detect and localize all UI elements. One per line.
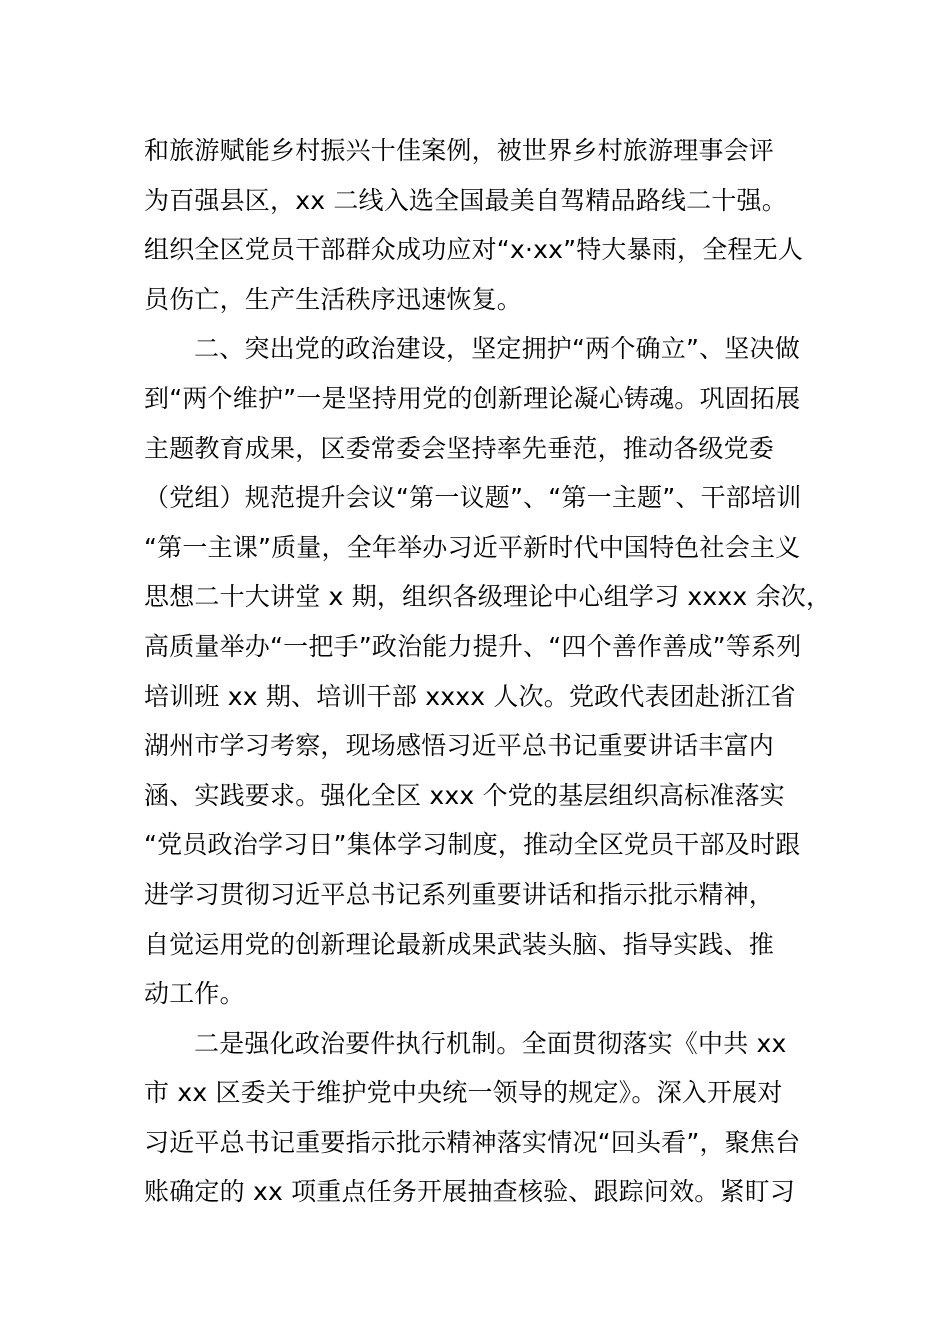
text-line: 市 xx 区委关于维护党中央统一领导的规定》。深入开展对 xyxy=(144,1078,783,1108)
text-line: 和旅游赋能乡村振兴十佳案例，被世界乡村旅游理事会评 xyxy=(144,136,775,165)
text-line: 自觉运用党的创新理论最新成果武装头脑、指导实践、推 xyxy=(144,929,775,959)
text-line: 思想二十大讲堂 x 期，组织各级理论中心组学习 xxxx 余次， xyxy=(144,582,832,612)
text-line: 组织全区党员干部群众成功应对“x·xx”特大暴雨，全程无人 xyxy=(144,235,804,265)
text-line: 主题教育成果，区委常委会坚持率先垂范，推动各级党委 xyxy=(144,433,775,463)
text-line: 为百强县区，xx 二线入选全国最美自驾精品路线二十强。 xyxy=(144,185,787,215)
text-line: 员伤亡，生产生活秩序迅速恢复。 xyxy=(144,284,523,314)
text-line: “第一主课”质量，全年举办习近平新时代中国特色社会主义 xyxy=(144,532,801,562)
section-heading-line: 二、突出党的政治建设，坚定拥护“两个确立”、坚决做 xyxy=(194,334,800,364)
text-line: 高质量举办“一把手”政治能力提升、“四个善作善成”等系列 xyxy=(144,631,802,661)
text-line: 进学习贯彻习近平总书记系列重要讲话和指示批示精神， xyxy=(144,879,775,909)
text-line: 涵、实践要求。强化全区 xxx 个党的基层组织高标准落实 xyxy=(144,780,785,810)
text-line: 动工作。 xyxy=(144,979,245,1009)
text-line: 培训班 xx 期、培训干部 xxxx 人次。党政代表团赴浙江省 xyxy=(144,681,796,711)
document-body xyxy=(144,126,844,1217)
text-line: 湖州市学习考察，现场感悟习近平总书记重要讲话丰富内 xyxy=(144,731,775,761)
text-line: 到“两个维护”一是坚持用党的创新理论凝心铸魂。巩固拓展 xyxy=(144,383,801,413)
text-line: 习近平总书记重要指示批示精神落实情况“回头看”，聚焦台 xyxy=(144,1127,801,1157)
text-line: “党员政治学习日”集体学习制度，推动全区党员干部及时跟 xyxy=(144,830,801,860)
text-line: （党组）规范提升会议“第一议题”、“第一主题”、干部培训 xyxy=(144,483,802,513)
text-line: 账确定的 xx 项重点任务开展抽查核验、跟踪问效。紧盯习 xyxy=(144,1177,796,1207)
paragraph-start-line: 二是强化政治要件执行机制。全面贯彻落实《中共 xx xyxy=(194,1028,787,1058)
